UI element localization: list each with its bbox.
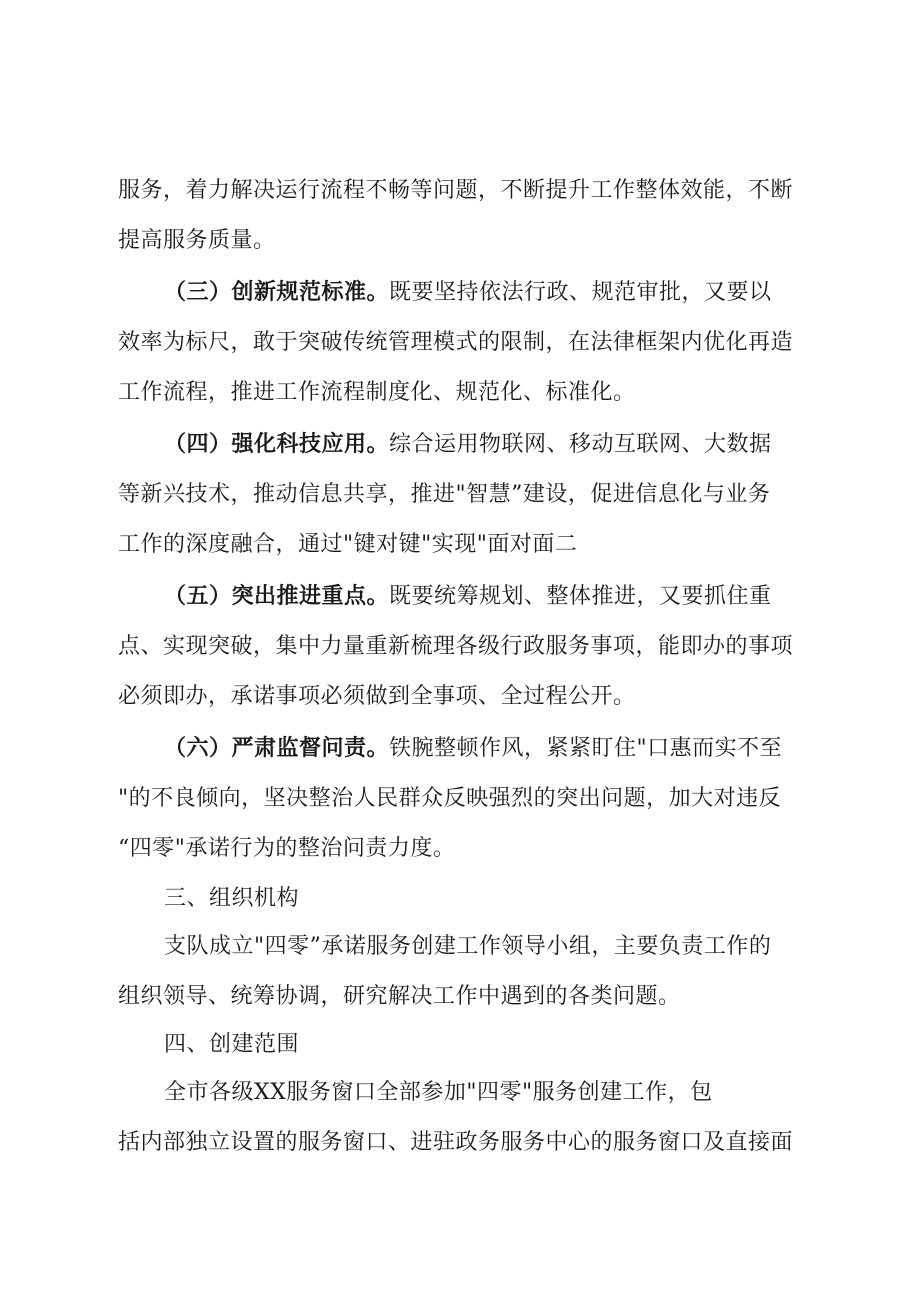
paragraph-5-line-3 — [118, 834, 455, 864]
text-line: 既要统筹规划、整体推进，又要抓住重 — [389, 584, 772, 609]
text-line: 组织领导、统筹协调，研究解决工作中遇到的各类问题。 — [118, 984, 681, 1009]
section-title: 三、组织机构 — [164, 886, 300, 911]
text-line: 服务，着力解决运行流程不畅等问题，不断提升工作整体效能，不断 — [118, 178, 794, 203]
paragraph-heading: （五）突出推进重点。 — [164, 584, 390, 609]
text-line: 工作流程，推进工作流程制度化、规范化、标准化。 — [118, 380, 636, 405]
section-3-title — [164, 884, 299, 914]
paragraph-4-line-3 — [118, 682, 636, 712]
text-line: 点、实现突破，集中力量重新梳理各级行政服务事项，能即办的事项 — [118, 634, 794, 659]
text-line: 支队成立"四零”承诺服务创建工作领导小组，主要负责工作的 — [164, 934, 772, 959]
text-line: “四零"承诺行为的整治问责力度。 — [118, 836, 456, 861]
text-line: 铁腕整顿作风，紧紧盯住"口惠而实不至 — [389, 736, 783, 761]
paragraph-4-line-1 — [164, 582, 772, 612]
section-3-line-2 — [118, 982, 681, 1012]
text-line: 提高服务质量。 — [118, 228, 276, 253]
paragraph-heading: （四）强化科技应用。 — [164, 432, 390, 457]
text-line: 必须即办，承诺事项必须做到全事项、全过程公开。 — [118, 684, 636, 709]
paragraph-3-line-2 — [118, 480, 770, 510]
paragraph-5-line-2 — [118, 784, 781, 814]
text-line: 等新兴技术，推动信息共享，推进"智慧”建设，促进信息化与业务 — [118, 482, 771, 507]
paragraph-2-line-3 — [118, 378, 636, 408]
text-line: 括内部独立设置的服务窗口、进驻政务服务中心的服务窗口及直接面 — [118, 1130, 794, 1155]
section-4-line-2 — [118, 1128, 793, 1158]
paragraph-5-line-1 — [164, 734, 782, 764]
text-line: 工作的深度融合，通过"键对键"实现"面对面二 — [118, 532, 578, 557]
paragraph-1-line-1 — [118, 176, 812, 206]
paragraph-heading: （三）创新规范标准。 — [164, 280, 390, 305]
text-line: 综合运用物联网、移动互联网、大数据 — [389, 432, 772, 457]
section-title: 四、创建范围 — [164, 1032, 300, 1057]
paragraph-heading: （六）严肃监督问责。 — [164, 736, 390, 761]
paragraph-3-line-3 — [118, 530, 577, 560]
section-4-line-1 — [164, 1078, 713, 1108]
text-line: 全市各级XX服务窗口全部参加"四零"服务创建工作，包 — [164, 1080, 713, 1105]
text-line: 既要坚持依法行政、规范审批，又要以 — [389, 280, 772, 305]
paragraph-3-line-1 — [164, 430, 772, 460]
section-3-line-1 — [164, 932, 771, 962]
paragraph-1-line-2 — [118, 226, 276, 256]
text-line: "的不良倾向，坚决整治人民群众反映强烈的突出问题，加大对违反 — [118, 786, 782, 811]
section-4-title — [164, 1030, 299, 1060]
paragraph-4-line-2 — [118, 632, 793, 662]
paragraph-2-line-1 — [164, 278, 772, 308]
text-line: 效率为标尺，敢于突破传统管理模式的限制，在法律框架内优化再造 — [118, 330, 794, 355]
paragraph-2-line-2 — [118, 328, 793, 358]
